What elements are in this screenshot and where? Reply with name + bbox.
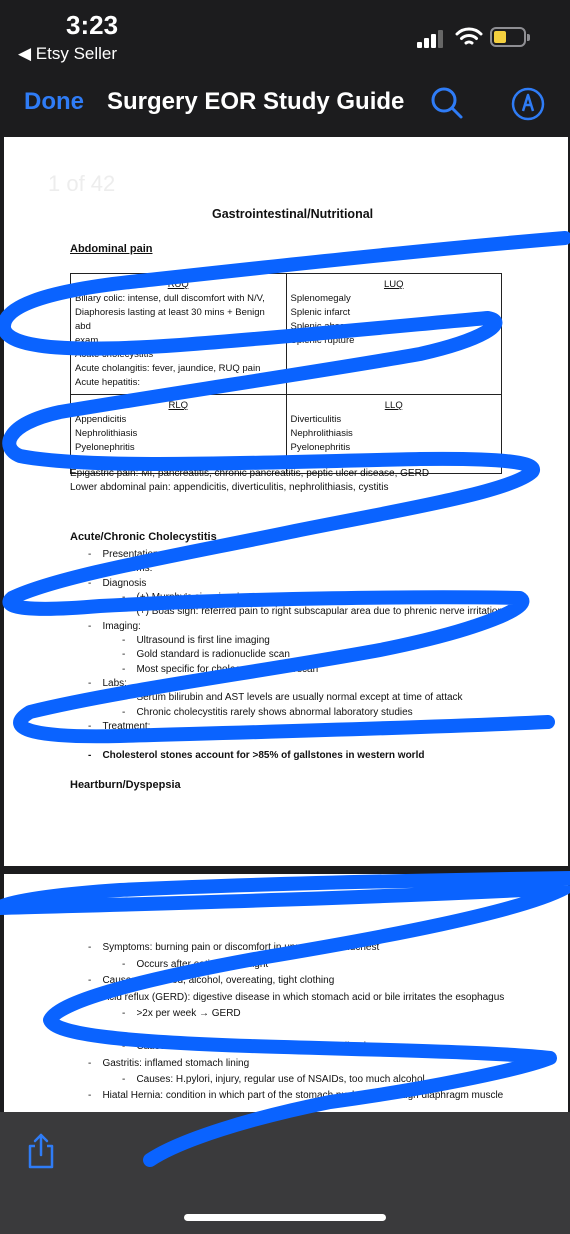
- document-title: Surgery EOR Study Guide: [107, 88, 405, 115]
- gold-standard-line: Gold standard is radionuclide scan: [136, 649, 290, 660]
- home-indicator[interactable]: [184, 1214, 386, 1221]
- presentation-line: Presentation:: [102, 549, 162, 560]
- pdf-page-2[interactable]: - Symptoms: burning pain or discomfort in upper chest/midchest - Occurs after eating or at night - Causes: fatty food, alcohol, overeating, tight clothing - Acid reflux (GERD): digestive disease in which stomach acid or bile irritates the esophagus - >2x per week → GERD - Causes: GERD, infection, some medications, allergies - Gastritis: inflamed stomach lining - Causes: H.pylori, injury, regular use of NSAIDs, too much alcohol - Hiatal Hernia: condition in which part of the stomach pushes up through diaphragm muscle: [4, 874, 568, 1112]
- ruq-cell: RUQ Biliary colic: intense, dull discomfort with N/V, Diaphoresis lasting at least 30 mins + Benign abd exam Acute cholecystitis Acute cholangitis: fever, jaundice, RUQ pain Acute hepatitis:: [71, 274, 287, 395]
- share-icon[interactable]: [26, 1132, 56, 1170]
- heartburn-symptoms-line: Symptoms: burning pain or discomfort in upper chest/midchest: [102, 942, 380, 953]
- page-heading: Gastrointestinal/Nutritional: [212, 207, 374, 221]
- gastritis-causes-line: Causes: H.pylori, injury, regular use of NSAIDs, too much alcohol: [136, 1074, 425, 1085]
- rlq-cell: RLQ Appendicitis Nephrolithiasis Pyelonephritis Cystitis: [71, 395, 287, 474]
- signal-icon: [417, 28, 445, 48]
- battery-icon: [490, 27, 526, 47]
- abdominal-pain-table: [70, 273, 502, 474]
- labs-line: Labs:: [102, 678, 127, 689]
- boas-sign-line: (+) Boas sign: referred pain to right subscapular area due to phrenic nerve irritation: [136, 606, 504, 617]
- symptoms-line: Symptoms:: [102, 563, 153, 574]
- status-bar: [0, 0, 570, 80]
- cholesterol-stones-line: Cholesterol stones account for >85% of gallstones in western world: [102, 750, 425, 761]
- llq-cell: LLQ Diverticulitis Nephrolithiasis Pyelonephritis Cystitis: [286, 395, 502, 474]
- ultrasound-line: Ultrasound is first line imaging: [136, 635, 270, 646]
- navigation-bar: [0, 80, 570, 136]
- cholecystitis-heading: Acute/Chronic Cholecystitis: [70, 531, 217, 543]
- pdf-page-1[interactable]: 1 of 42 Gastrointestinal/Nutritional Abdominal pain RUQ Biliary colic: intense, dull discomfort with N/V, Diaphoresis lasting at least 30 mins + Benign abd exam Acute cholecystitis Acute cholangitis: fever, jaundice, RUQ pain Acute hepatitis: LUQ Splenomegaly Splenic infarct Splenic abscess Splenic rupture RLQ Appendicitis Nephrolithiasis Pyelonephritis Cystitis LLQ Diverticulitis Nephrolithiasis Pyelonephritis Cystitis Epigastric pain: MI, pancreatitis, chronic pancreatitis, peptic ulcer disease, GERD Lower abdominal pain: appendicitis, diverticulitis, nephrolithiasis, cystitis Acute/Chronic Cholecystitis - Presentation: - Symptoms: - Diagnosis - (+) Murphy's sign: inspiratory arrest with GB palpation - (+) Boas sign: referred pain to right subscapular area due to phrenic nerve irritation - Imaging: - Ultrasound is first line imaging - Gold standard is radionuclide scan - Most specific for cholecystitis: HIDA scan - Labs: - Serum bilirubin and AST levels are usually normal except at time of attack - Chronic cholecystitis rarely shows abnormal laboratory studies - Treatment: - Cholesterol stones account for >85% of gallstones in western world Heartburn/Dyspepsia: [4, 137, 568, 866]
- heartburn-causes-line: Causes: fatty food, alcohol, overeating, tight clothing: [102, 975, 335, 986]
- diagnosis-line: Diagnosis: [102, 578, 147, 589]
- gerd-line: Acid reflux (GERD): digestive disease in which stomach acid or bile irritates the esophagus: [102, 992, 505, 1003]
- luq-cell: LUQ Splenomegaly Splenic infarct Splenic abscess Splenic rupture: [286, 274, 502, 395]
- lower-abdominal-line: Lower abdominal pain: appendicitis, diverticulitis, nephrolithiasis, cystitis: [70, 482, 389, 493]
- section-heading: Abdominal pain: [70, 243, 153, 255]
- bottom-toolbar: [0, 1112, 570, 1234]
- gerd-frequency-line: >2x per week → GERD: [136, 1008, 241, 1019]
- epigastric-line: Epigastric pain: MI, pancreatitis, chronic pancreatitis, peptic ulcer disease, GERD: [70, 468, 430, 479]
- murphys-sign-line: (+) Murphy's sign: inspiratory arrest with GB palpation: [136, 592, 375, 603]
- gastritis-line: Gastritis: inflamed stomach lining: [102, 1058, 250, 1069]
- hida-scan-line: Most specific for cholecystitis: HIDA scan: [136, 664, 319, 675]
- clock: 3:23: [66, 10, 119, 40]
- imaging-line: Imaging:: [102, 621, 141, 632]
- markup-icon[interactable]: [510, 86, 546, 122]
- page-number: 1 of 42: [48, 171, 116, 196]
- hiatal-hernia-line: Hiatal Hernia: condition in which part of the stomach pushes up through diaphragm muscle: [102, 1090, 504, 1101]
- chronic-labs-line: Chronic cholecystitis rarely shows abnormal laboratory studies: [136, 707, 413, 718]
- wifi-icon: [455, 26, 483, 48]
- dyspepsia-causes-line: Causes: GERD, infection, some medications, allergies: [136, 1041, 377, 1052]
- back-to-app[interactable]: ◀ Etsy Seller: [18, 44, 118, 63]
- search-icon[interactable]: [430, 86, 464, 120]
- heartburn-heading: Heartburn/Dyspepsia: [70, 779, 181, 791]
- occurs-line: Occurs after eating or at night: [136, 959, 269, 970]
- treatment-line: Treatment:: [102, 721, 151, 732]
- bilirubin-line: Serum bilirubin and AST levels are usually normal except at time of attack: [136, 692, 463, 703]
- done-button[interactable]: Done: [24, 88, 84, 115]
